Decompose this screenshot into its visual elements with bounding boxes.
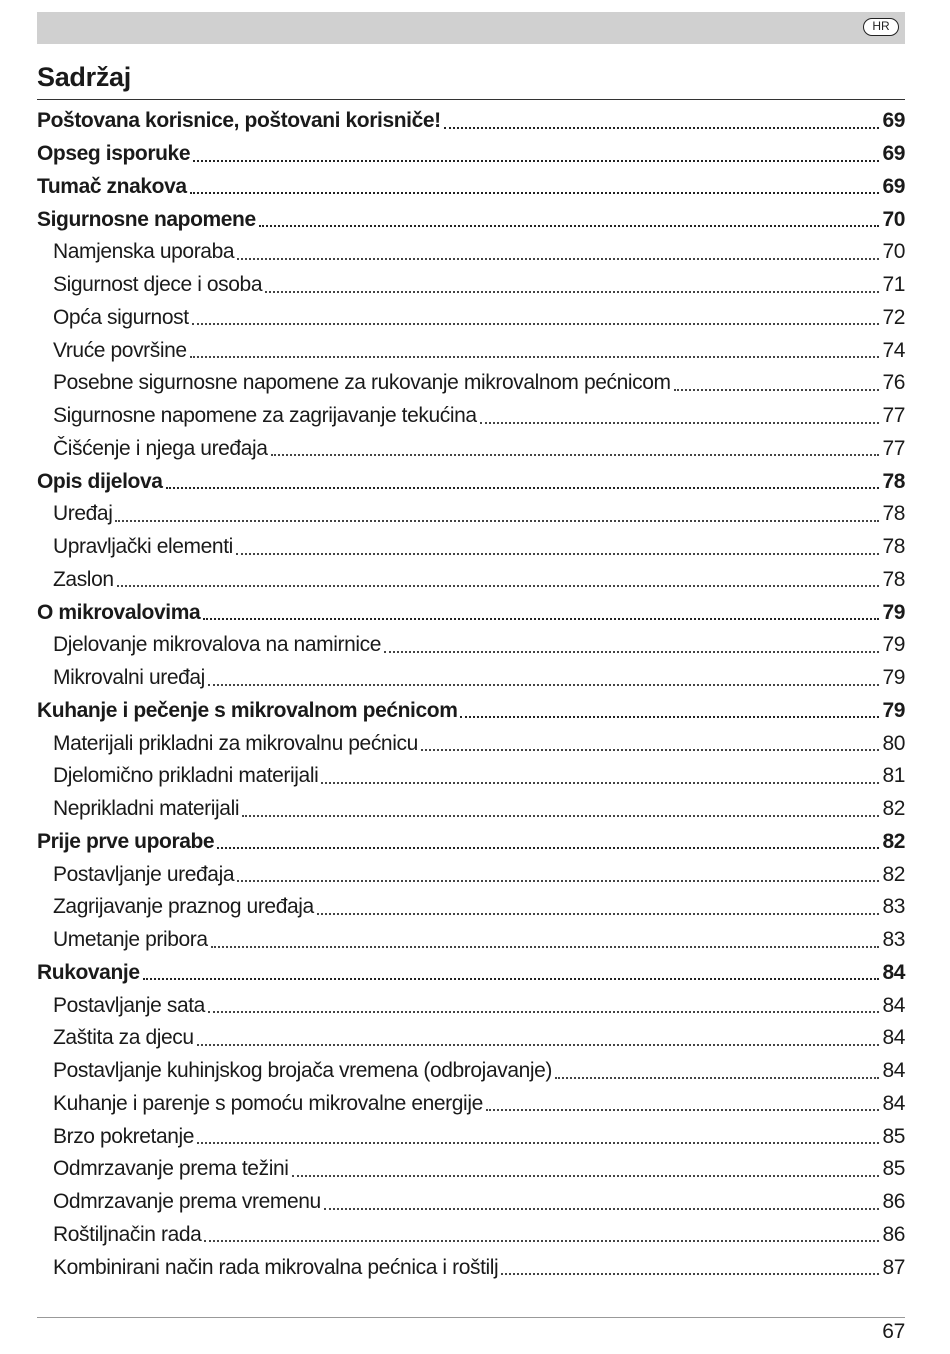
toc-subsection-entry[interactable] <box>37 400 905 433</box>
toc-subsection-entry[interactable] <box>37 1219 905 1252</box>
toc-entry-title: Kuhanje i parenje s pomoću mikrovalne energije <box>53 1091 483 1115</box>
language-badge: HR <box>863 18 899 36</box>
dot-leader <box>193 160 879 162</box>
toc-subsection-entry[interactable] <box>37 760 905 793</box>
dot-leader <box>197 1142 879 1144</box>
toc-entry-title: Djelomično prikladni materijali <box>53 764 319 788</box>
toc-subsection-entry[interactable] <box>37 629 905 662</box>
dot-leader <box>217 847 879 849</box>
dot-leader <box>292 1175 880 1177</box>
toc-entry-page: 79 <box>882 698 905 722</box>
dot-leader <box>317 913 880 915</box>
toc-entry-title: Uređaj <box>53 502 113 526</box>
toc-entry-title: Sigurnost djece i osoba <box>53 273 263 297</box>
dot-leader <box>203 618 879 620</box>
toc-entry-title: Odmrzavanje prema težini <box>53 1157 289 1181</box>
toc-entry-title: Mikrovalni uređaj <box>53 666 205 690</box>
toc-entry-title: Opća sigurnost <box>53 305 189 329</box>
toc-section-entry[interactable] <box>37 105 905 138</box>
dot-leader <box>265 291 879 293</box>
dot-leader <box>242 815 879 817</box>
toc-entry-title: Čišćenje i njega uređaja <box>53 436 268 460</box>
toc-subsection-entry[interactable] <box>37 924 905 957</box>
toc-entry-page: 81 <box>882 764 905 788</box>
dot-leader <box>486 1109 880 1111</box>
toc-entry-page: 84 <box>882 993 905 1017</box>
toc-entry-page: 84 <box>882 1059 905 1083</box>
toc-entry-page: 84 <box>882 1026 905 1050</box>
dot-leader <box>259 225 880 227</box>
toc-section-entry[interactable] <box>37 465 905 498</box>
toc-entry-title: Sigurnosne napomene <box>37 207 256 231</box>
toc-entry-title: Poštovana korisnice, poštovani korisniče! <box>37 109 441 133</box>
toc-entry-title: Kuhanje i pečenje s mikrovalnom pećnicom <box>37 698 458 722</box>
toc-subsection-entry[interactable] <box>37 1186 905 1219</box>
toc-entry-page: 69 <box>882 174 905 198</box>
page-title: Sadržaj <box>37 62 131 92</box>
toc-entry-page: 79 <box>882 633 905 657</box>
toc-entry-title: Zaštita za djecu <box>53 1026 194 1050</box>
dot-leader <box>208 1011 879 1013</box>
toc-entry-title: Brzo pokretanje <box>53 1124 195 1148</box>
toc-subsection-entry[interactable] <box>37 662 905 695</box>
toc-subsection-entry[interactable] <box>37 433 905 466</box>
dot-leader <box>271 454 880 456</box>
toc-entry-title: Odmrzavanje prema vremenu <box>53 1190 321 1214</box>
toc-entry-page: 82 <box>882 829 905 853</box>
dot-leader <box>674 389 880 391</box>
toc-entry-title: Zaslon <box>53 567 114 591</box>
toc-entry-title: Neprikladni materijali <box>53 797 240 821</box>
toc-entry-page: 86 <box>882 1222 905 1246</box>
toc-entry-title: Umetanje pribora <box>53 928 208 952</box>
toc-section-entry[interactable] <box>37 695 905 728</box>
toc-subsection-entry[interactable] <box>37 1088 905 1121</box>
toc-entry-title: Tumač znakova <box>37 174 187 198</box>
toc-entry-title: Zagrijavanje praznog uređaja <box>53 895 314 919</box>
toc-entry-title: Namjenska uporaba <box>53 240 235 264</box>
toc-subsection-entry[interactable] <box>37 891 905 924</box>
toc-section-entry[interactable] <box>37 957 905 990</box>
toc-entry-title: Sigurnosne napomene za zagrijavanje tekućina <box>53 404 477 428</box>
dot-leader <box>211 946 880 948</box>
toc-subsection-entry[interactable] <box>37 727 905 760</box>
toc-entry-page: 71 <box>882 273 905 297</box>
toc-entry-page: 78 <box>882 567 905 591</box>
dot-leader <box>555 1077 879 1079</box>
toc-entry-page: 80 <box>882 731 905 755</box>
toc-entry-page: 85 <box>882 1157 905 1181</box>
dot-leader <box>115 520 879 522</box>
page-number: 67 <box>882 1320 905 1343</box>
toc-entry-title: Postavljanje sata <box>53 993 205 1017</box>
toc-subsection-entry[interactable] <box>37 989 905 1022</box>
toc-entry-page: 87 <box>882 1255 905 1279</box>
toc-entry-page: 70 <box>882 240 905 264</box>
toc-subsection-entry[interactable] <box>37 1055 905 1088</box>
toc-section-entry[interactable] <box>37 596 905 629</box>
dot-leader <box>460 716 879 718</box>
toc-entry-page: 77 <box>882 436 905 460</box>
toc-entry-title: Posebne sigurnosne napomene za rukovanje mikrovalnom pećnicom <box>53 371 671 395</box>
dot-leader <box>197 1044 880 1046</box>
toc-entry-title: Djelovanje mikrovalova na namirnice <box>53 633 381 657</box>
toc-entry-title: Kombinirani način rada mikrovalna pećnica i roštilj <box>53 1255 499 1279</box>
dot-leader <box>444 127 880 129</box>
toc-subsection-entry[interactable] <box>37 334 905 367</box>
title-divider <box>37 99 905 100</box>
toc-entry-page: 82 <box>882 797 905 821</box>
toc-entry-title: Postavljanje uređaja <box>53 862 235 886</box>
toc-entry-title: Upravljački elementi <box>53 535 233 559</box>
toc-subsection-entry[interactable] <box>37 1251 905 1284</box>
toc-subsection-entry[interactable] <box>37 269 905 302</box>
toc-entry-page: 84 <box>882 1091 905 1115</box>
dot-leader <box>208 684 880 686</box>
dot-leader <box>143 978 880 980</box>
toc-subsection-entry[interactable] <box>37 531 905 564</box>
toc-entry-title: O mikrovalovima <box>37 600 201 624</box>
toc-subsection-entry[interactable] <box>37 302 905 335</box>
dot-leader <box>236 553 880 555</box>
toc-entry-title: Prije prve uporabe <box>37 829 215 853</box>
dot-leader <box>237 880 879 882</box>
toc-entry-page: 79 <box>882 600 905 624</box>
dot-leader <box>190 356 880 358</box>
dot-leader <box>192 323 880 325</box>
toc-subsection-entry[interactable] <box>37 564 905 597</box>
toc-subsection-entry[interactable] <box>37 1022 905 1055</box>
toc-section-entry[interactable] <box>37 203 905 236</box>
dot-leader <box>166 487 880 489</box>
toc-entry-title: Vruće površine <box>53 338 187 362</box>
dot-leader <box>204 1240 879 1242</box>
toc-subsection-entry[interactable] <box>37 1153 905 1186</box>
toc-entry-page: 70 <box>882 207 905 231</box>
toc-subsection-entry[interactable] <box>37 793 905 826</box>
toc-entry-title: Opis dijelova <box>37 469 163 493</box>
toc-subsection-entry[interactable] <box>37 858 905 891</box>
toc-section-entry[interactable] <box>37 171 905 204</box>
toc-subsection-entry[interactable] <box>37 498 905 531</box>
dot-leader <box>421 749 880 751</box>
toc-entry-title: Materijali prikladni za mikrovalnu pećnicu <box>53 731 418 755</box>
dot-leader <box>190 192 880 194</box>
toc-entry-page: 69 <box>882 142 905 166</box>
dot-leader <box>501 1273 879 1275</box>
toc-entry-page: 85 <box>882 1124 905 1148</box>
dot-leader <box>480 422 880 424</box>
table-of-contents <box>37 105 905 1284</box>
toc-entry-page: 76 <box>882 371 905 395</box>
toc-entry-title: Opseg isporuke <box>37 142 191 166</box>
toc-entry-page: 79 <box>882 666 905 690</box>
toc-entry-page: 77 <box>882 404 905 428</box>
toc-subsection-entry[interactable] <box>37 367 905 400</box>
toc-entry-page: 72 <box>882 305 905 329</box>
header-bar <box>37 12 905 44</box>
toc-entry-page: 78 <box>882 535 905 559</box>
dot-leader <box>384 651 879 653</box>
toc-entry-page: 78 <box>882 502 905 526</box>
toc-entry-title: Postavljanje kuhinjskog brojača vremena (odbrojavanje) <box>53 1059 553 1083</box>
toc-entry-page: 83 <box>882 928 905 952</box>
toc-subsection-entry[interactable] <box>37 1120 905 1153</box>
toc-entry-page: 86 <box>882 1190 905 1214</box>
toc-entry-page: 84 <box>882 960 905 984</box>
dot-leader <box>324 1208 880 1210</box>
toc-entry-page: 74 <box>882 338 905 362</box>
toc-section-entry[interactable] <box>37 826 905 859</box>
footer-divider <box>37 1317 905 1318</box>
toc-entry-page: 83 <box>882 895 905 919</box>
toc-entry-title: Roštiljnačin rada <box>53 1222 202 1246</box>
toc-section-entry[interactable] <box>37 138 905 171</box>
dot-leader <box>117 585 880 587</box>
toc-subsection-entry[interactable] <box>37 236 905 269</box>
toc-entry-title: Rukovanje <box>37 960 140 984</box>
dot-leader <box>321 782 879 784</box>
dot-leader <box>237 258 879 260</box>
toc-entry-page: 69 <box>882 109 905 133</box>
toc-entry-page: 78 <box>882 469 905 493</box>
toc-entry-page: 82 <box>882 862 905 886</box>
